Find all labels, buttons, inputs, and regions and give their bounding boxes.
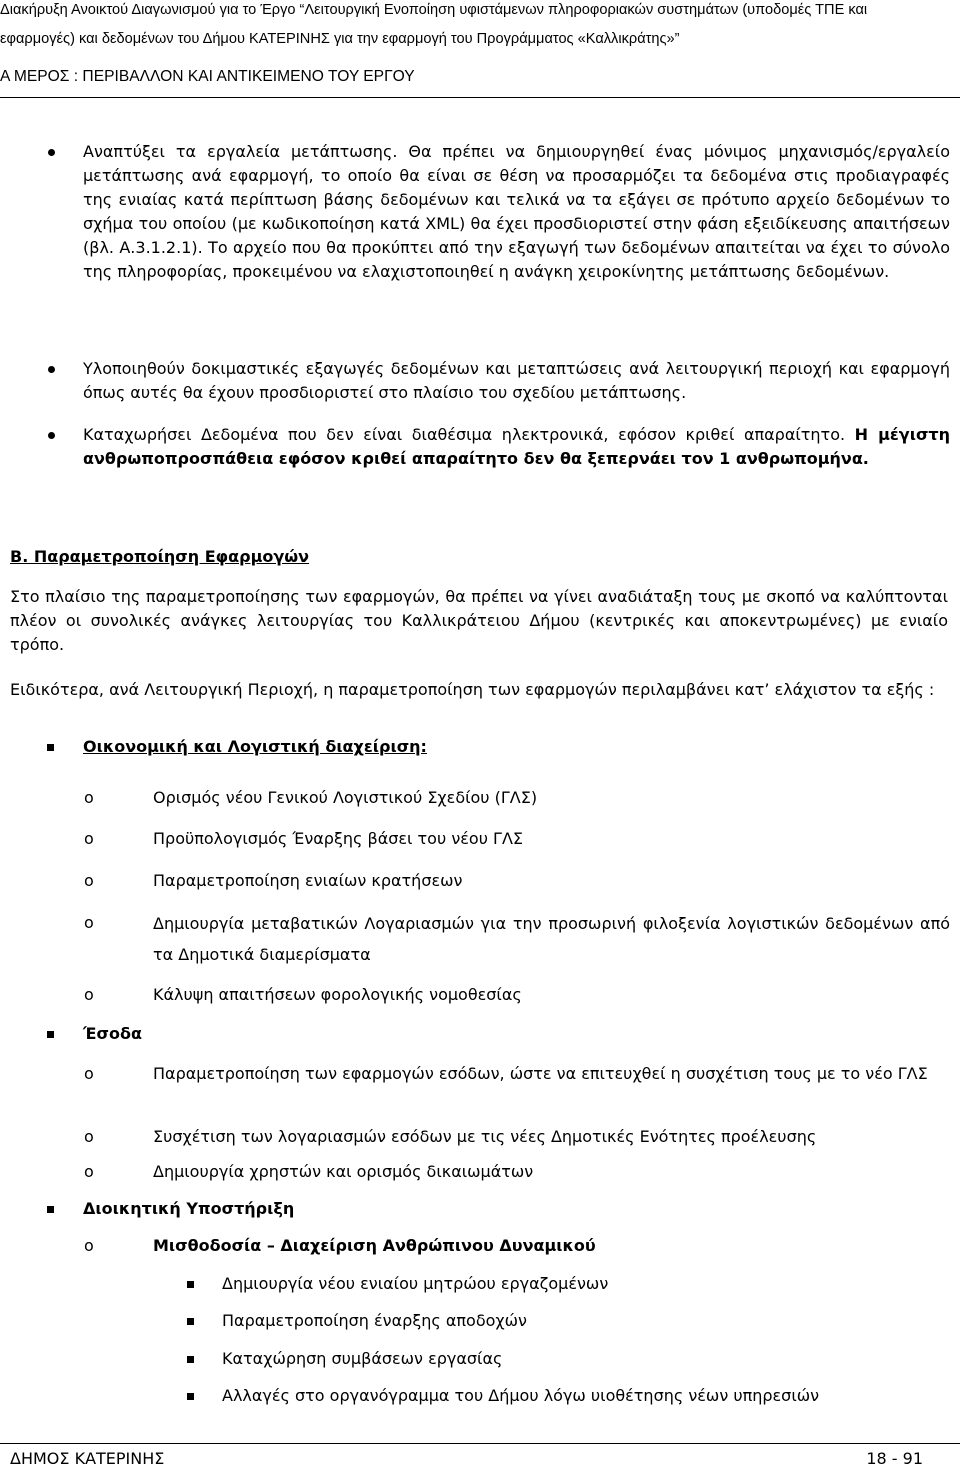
list-item: Κάλυψη απαιτήσεων φορολογικής νομοθεσίας bbox=[153, 985, 522, 1004]
circle-bullet-icon: o bbox=[84, 871, 94, 890]
page-number: 18 - 91 bbox=[866, 1449, 923, 1468]
circle-bullet-icon: o bbox=[84, 1162, 94, 1181]
list-item: Παραμετροποίηση έναρξης αποδοχών bbox=[222, 1311, 527, 1330]
administrative-support-heading: Διοικητική Υποστήριξη bbox=[83, 1199, 295, 1218]
test-exports-paragraph: Υλοποιηθούν δοκιμαστικές εξαγωγές δεδομένων και μεταπτώσεις ανά λειτουργική περιοχή και εφαρμογή όπως αυτές θα έχουν προσδιοριστεί στο πλαίσιο του σχεδίου μετάπτωσης. bbox=[83, 359, 950, 402]
square-bullet-icon bbox=[187, 1318, 194, 1325]
section-b-scope-paragraph: Ειδικότερα, ανά Λειτουργική Περιοχή, η παραμετροποίηση των εφαρμογών περιλαμβάνει κατ’ ελάχιστον τα εξής : bbox=[10, 680, 935, 699]
manual-entry-text: Καταχωρήσει Δεδομένα που δεν είναι διαθέσιμα ηλεκτρονικά, εφόσον κριθεί απαραίτητο. bbox=[83, 425, 846, 444]
circle-bullet-icon: o bbox=[84, 1236, 94, 1255]
migration-tools-paragraph: Αναπτύξει τα εργαλεία μετάπτωσης. Θα πρέπει να δημιουργηθεί ένας μόνιμος μηχανισμός/εργαλείο μετάπτωσης ανά εφαρμογή, το οποίο θα είναι σε θέση να προσαρμόζει τα δεδομένα στις προδιαγραφές της ενιαίας κατά περίπτωση βάσης δεδομένων και τελικά να τα εξάγει σε πρότυπο αρχείο δεδομένων το σχήμα του οποίου (με κωδικοποίηση κατά XML) θα έχει προσδιοριστεί στην φάση εξειδίκευσης απαιτήσεων (βλ. Α.3.1.2.1). Το αρχείο που θα προκύπτει από την εξαγωγή των δεδομένων απαιτείται να έχει το σύνολο της πληροφορίας, προκειμένου να ελαχιστοποιηθεί η ανάγκη χειροκίνητης μετάπτωσης δεδομένων. bbox=[83, 142, 950, 281]
square-bullet-icon bbox=[47, 744, 54, 751]
list-item: Δημιουργία μεταβατικών Λογαριασμών για την προσωρινή φιλοξενία λογιστικών δεδομένων από τα Δημοτικά διαμερίσματα bbox=[153, 914, 950, 964]
footer-municipality: ΔΗΜΟΣ ΚΑΤΕΡΙΝΗΣ bbox=[10, 1449, 165, 1468]
circle-bullet-icon: o bbox=[84, 985, 94, 1004]
circle-bullet-icon: o bbox=[84, 1064, 94, 1083]
manual-entry-paragraph bbox=[83, 423, 950, 471]
header-title-line-2: εφαρμογές) και δεδομένων του Δήμου ΚΑΤΕΡΙΝΗΣ για την εφαρμογή του Προγράμματος «Καλλικράτης»” bbox=[0, 31, 680, 47]
list-item: Ορισμός νέου Γενικού Λογιστικού Σχεδίου (ΓΛΣ) bbox=[153, 788, 538, 807]
list-item: Προϋπολογισμός Έναρξης βάσει του νέου ΓΛΣ bbox=[153, 829, 523, 848]
list-item: Συσχέτιση των λογαριασμών εσόδων με τις νέες Δημοτικές Ενότητες προέλευσης bbox=[153, 1127, 817, 1146]
circle-bullet-icon: o bbox=[84, 1127, 94, 1146]
square-bullet-icon bbox=[187, 1356, 194, 1363]
list-item: Παραμετροποίηση ενιαίων κρατήσεων bbox=[153, 871, 463, 890]
footer-divider bbox=[0, 1443, 960, 1444]
circle-bullet-icon: o bbox=[84, 913, 94, 932]
financial-management-heading: Οικονομική και Λογιστική διαχείριση: bbox=[83, 737, 427, 756]
circle-bullet-icon: o bbox=[84, 829, 94, 848]
square-bullet-icon bbox=[47, 1031, 54, 1038]
square-bullet-icon bbox=[187, 1393, 194, 1400]
max-effort-note: Η μέγιστη ανθρωποπροσπάθεια εφόσον κριθεί απαραίτητο δεν θα ξεπερνάει τον 1 ανθρωπομήνα. bbox=[83, 425, 951, 468]
bullet-icon bbox=[48, 149, 55, 156]
circle-bullet-icon: o bbox=[84, 788, 94, 807]
list-item: Δημιουργία νέου ενιαίου μητρώου εργαζομένων bbox=[222, 1274, 609, 1293]
header-part-title: Α ΜΕΡΟΣ : ΠΕΡΙΒΑΛΛΟΝ ΚΑΙ ΑΝΤΙΚΕΙΜΕΝΟ ΤΟΥ ΕΡΓΟΥ bbox=[0, 68, 415, 85]
list-item: Καταχώρηση συμβάσεων εργασίας bbox=[222, 1349, 503, 1368]
square-bullet-icon bbox=[47, 1206, 54, 1213]
list-item: Παραμετροποίηση των εφαρμογών εσόδων, ώστε να επιτευχθεί η συσχέτιση τους με το νέο ΓΛΣ bbox=[153, 1064, 928, 1083]
revenue-heading: Έσοδα bbox=[83, 1024, 142, 1043]
section-b-title: Β. Παραμετροποίηση Εφαρμογών bbox=[10, 547, 310, 566]
section-b-intro-paragraph: Στο πλαίσιο της παραμετροποίησης των εφαρμογών, θα πρέπει να γίνει αναδιάταξη τους με σκοπό να καλύπτονται πλέον οι συνολικές ανάγκες λειτουργίας του Καλλικράτειου Δήμου (κεντρικές και αποκεντρωμένες) με ενιαίο τρόπο. bbox=[10, 587, 948, 654]
header-title-line-1: Διακήρυξη Ανοικτού Διαγωνισμού για το Έργο “Λειτουργική Ενοποίηση υφιστάμενων πληροφοριακών συστημάτων (υποδομές ΤΠΕ και bbox=[0, 2, 868, 18]
header-divider bbox=[0, 97, 960, 98]
payroll-hr-heading: Μισθοδοσία – Διαχείριση Ανθρώπινου Δυναμικού bbox=[153, 1236, 596, 1255]
bullet-icon bbox=[48, 366, 55, 373]
square-bullet-icon bbox=[187, 1281, 194, 1288]
list-item: Δημιουργία χρηστών και ορισμός δικαιωμάτων bbox=[153, 1162, 534, 1181]
list-item: Αλλαγές στο οργανόγραμμα του Δήμου λόγω υιοθέτησης νέων υπηρεσιών bbox=[222, 1386, 820, 1405]
bullet-icon bbox=[48, 432, 55, 439]
